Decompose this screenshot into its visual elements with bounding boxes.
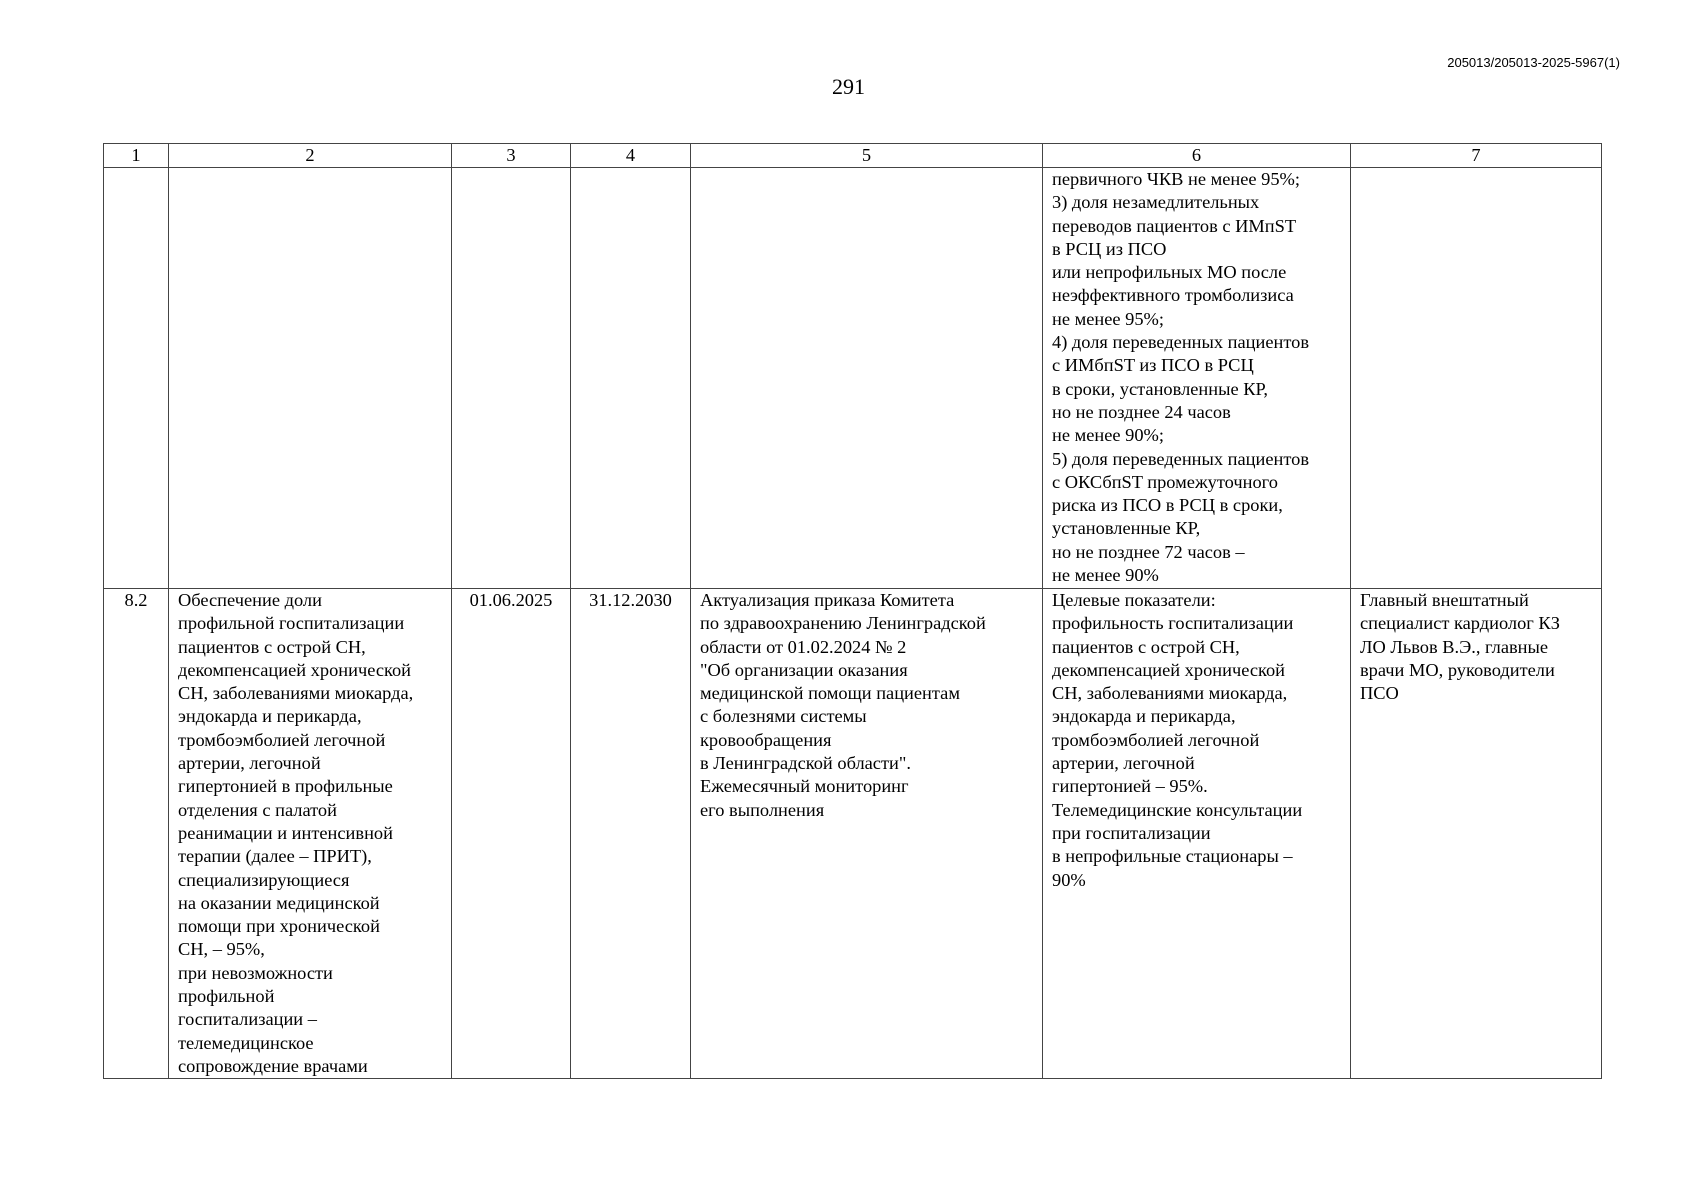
column-header: 5 <box>691 144 1043 168</box>
cell-text-line: Целевые показатели: <box>1052 590 1216 610</box>
column-header: 6 <box>1043 144 1351 168</box>
cell-text-line: пациентов с острой СН, <box>178 636 366 657</box>
cell-text-line: Обеспечение доли <box>178 590 322 610</box>
cell-text-line: с ОКСбпST промежуточного <box>1052 471 1278 492</box>
cell-text-line: ПСО <box>1360 683 1399 704</box>
column-header: 1 <box>104 144 169 168</box>
cell-text-line: 4) доля переведенных пациентов <box>1052 332 1310 353</box>
cell-text-line: не менее 90%; <box>1052 425 1164 446</box>
cell-text-line: пациентов с острой СН, <box>1052 636 1240 657</box>
responsible-cell <box>1351 168 1602 589</box>
cell-text-line: профильность госпитализации <box>1052 613 1294 634</box>
indicators-cell <box>1043 168 1351 589</box>
action-cell <box>691 589 1043 1079</box>
cell-text-line: неэффективного тромболизиса <box>1052 285 1294 306</box>
cell-text-line: Главный внештатный <box>1360 590 1529 610</box>
cell-text-line: телемедицинское <box>178 1032 314 1053</box>
cell-text-line: профильной госпитализации <box>178 613 405 634</box>
start-date-cell: 01.06.2025 <box>452 589 571 1079</box>
cell-text-line: в сроки, установленные КР, <box>1052 378 1268 399</box>
cell-text-line: но не позднее 24 часов <box>1052 401 1231 422</box>
end-date-cell <box>571 168 691 589</box>
cell-text-line: Телемедицинские консультации <box>1052 799 1303 820</box>
cell-text-line: тромбоэмболией легочной <box>178 729 386 750</box>
cell-text-line: сопровождение врачами <box>178 1055 368 1076</box>
page-number: 291 <box>832 74 865 99</box>
cell-text-line: СН, заболеваниями миокарда, <box>1052 683 1288 704</box>
cell-text-line: специализирующиеся <box>178 869 350 890</box>
cell-text-line: артерии, легочной <box>1052 753 1195 774</box>
cell-text-line: в Ленинградской области". <box>700 753 911 774</box>
indicators-cell <box>1043 589 1351 1079</box>
cell-text-line: ЛО Львов В.Э., главные <box>1360 636 1549 657</box>
cell-text-line: профильной <box>178 986 275 1007</box>
column-header: 2 <box>169 144 452 168</box>
cell-text-line: отделения с палатой <box>178 799 337 820</box>
plan-table <box>103 143 1602 1079</box>
start-date-cell <box>452 168 571 589</box>
cell-text-line: 5) доля переведенных пациентов <box>1052 448 1310 469</box>
table-row <box>104 589 1602 1079</box>
cell-text-line: кровообращения <box>700 729 832 750</box>
cell-text-line: при госпитализации <box>1052 822 1211 843</box>
cell-text-line: "Об организации оказания <box>700 659 908 680</box>
column-header: 4 <box>571 144 691 168</box>
cell-text-line: эндокарда и перикарда, <box>1052 706 1236 727</box>
table-header-row <box>104 144 1602 168</box>
cell-text-line: в РСЦ из ПСО <box>1052 238 1167 259</box>
document-id: 205013/205013-2025-5967(1) <box>1447 55 1620 70</box>
row-number-cell <box>104 168 169 589</box>
cell-text-line: его выполнения <box>700 799 825 820</box>
cell-text-line: по здравоохранению Ленинградской <box>700 613 986 634</box>
cell-text-line: не менее 90% <box>1052 565 1159 586</box>
cell-text-line: помощи при хронической <box>178 916 380 937</box>
cell-text-line: 90% <box>1052 869 1086 890</box>
column-header: 7 <box>1351 144 1602 168</box>
cell-text-line: риска из ПСО в РСЦ в сроки, <box>1052 495 1283 516</box>
cell-text-line: области от 01.02.2024 № 2 <box>700 636 907 657</box>
cell-text-line: но не позднее 72 часов – <box>1052 541 1245 562</box>
task-cell <box>169 168 452 589</box>
cell-text-line: на оказании медицинской <box>178 892 380 913</box>
cell-text-line: гипертонией – 95%. <box>1052 776 1208 797</box>
cell-text-line: или непрофильных МО после <box>1052 262 1287 283</box>
action-cell <box>691 168 1043 589</box>
cell-text-line: первичного ЧКВ не менее 95%; <box>1052 169 1300 189</box>
cell-text-line: 3) доля незамедлительных <box>1052 192 1260 213</box>
cell-text-line: медицинской помощи пациентам <box>700 683 960 704</box>
cell-text-line: реанимации и интенсивной <box>178 822 393 843</box>
cell-text-line: с болезнями системы <box>700 706 867 727</box>
cell-text-line: в непрофильные стационары – <box>1052 846 1293 867</box>
cell-text-line: врачи МО, руководители <box>1360 659 1555 680</box>
responsible-cell <box>1351 589 1602 1079</box>
cell-text-line: не менее 95%; <box>1052 308 1164 329</box>
table-row <box>104 168 1602 589</box>
cell-text-line: установленные КР, <box>1052 518 1201 539</box>
cell-text-line: декомпенсацией хронической <box>178 659 412 680</box>
cell-text-line: Актуализация приказа Комитета <box>700 590 955 610</box>
cell-text-line: при невозможности <box>178 962 333 983</box>
column-header: 3 <box>452 144 571 168</box>
cell-text-line: специалист кардиолог КЗ <box>1360 613 1560 634</box>
cell-text-line: госпитализации – <box>178 1009 317 1030</box>
cell-text-line: СН, – 95%, <box>178 939 265 960</box>
cell-text-line: переводов пациентов с ИМпST <box>1052 215 1297 236</box>
cell-text-line: тромбоэмболией легочной <box>1052 729 1260 750</box>
cell-text-line: гипертонией в профильные <box>178 776 393 797</box>
cell-text-line: терапии (далее – ПРИТ), <box>178 846 372 867</box>
cell-text-line: с ИМбпST из ПСО в РСЦ <box>1052 355 1254 376</box>
row-number-cell: 8.2 <box>104 589 169 1079</box>
cell-text-line: артерии, легочной <box>178 753 321 774</box>
end-date-cell: 31.12.2030 <box>571 589 691 1079</box>
cell-text-line: декомпенсацией хронической <box>1052 659 1286 680</box>
cell-text-line: СН, заболеваниями миокарда, <box>178 683 414 704</box>
cell-text-line: Ежемесячный мониторинг <box>700 776 909 797</box>
task-cell <box>169 589 452 1079</box>
cell-text-line: эндокарда и перикарда, <box>178 706 362 727</box>
